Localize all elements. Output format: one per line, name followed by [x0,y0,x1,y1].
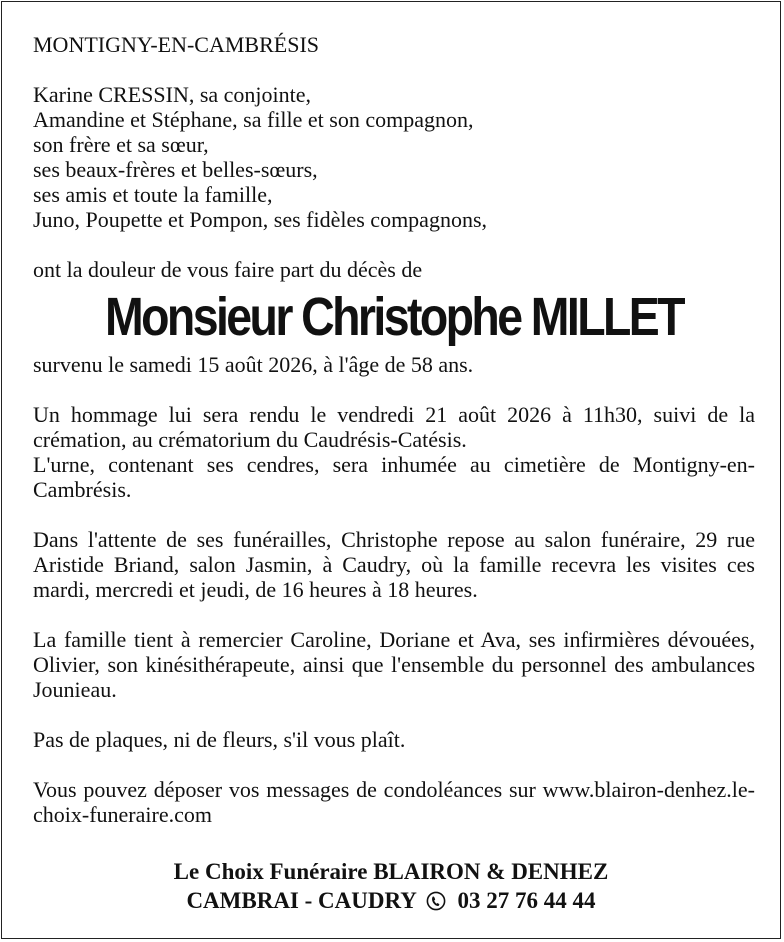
family-line: Juno, Poupette et Pompon, ses fidèles compagnons, [33,207,488,232]
announcement-text: ont la douleur de vous faire part du décès de [33,257,423,282]
family-line: son frère et sa sœur, [33,132,209,157]
company-name: Le Choix Funéraire BLAIRON & DENHEZ [173,859,609,884]
location-text: CAMBRAI - CAUDRY [186,888,417,913]
town-heading: MONTIGNY-EN-CAMBRÉSIS [33,32,320,57]
contact-line [2,886,780,915]
family-line: ses beaux-frères et belles-sœurs, [33,157,318,182]
family-line: ses amis et toute la famille, [33,182,273,207]
family-line: Karine CRESSIN, sa conjointe, [33,82,312,107]
no-flowers-text: Pas de plaques, ni de fleurs, s'il vous plaît. [33,727,406,752]
urn-paragraph: L'urne, contenant ses cendres, sera inhumée au cimetière de Montigny-en-Cambrésis. [33,452,755,502]
rest-paragraph: Dans l'attente de ses funérailles, Christophe repose au salon funéraire, 29 rue Aristide Briand, salon Jasmin, à Caudry, où la famille recevra les visites ces mardi, mercredi et jeudi, de 16 heures à 18 heures. [33,527,755,602]
notice-body [33,32,755,827]
phone-icon [426,891,446,911]
funeral-home-footer [2,857,780,915]
ceremony-paragraph: Un hommage lui sera rendu le vendredi 21 août 2026 à 11h30, suivi de la crémation, au crématorium du Caudrésis-Catésis. [33,402,755,452]
thanks-paragraph: La famille tient à remercier Caroline, Doriane et Ava, ses infirmières dévouées, Olivier, son kinésithérapeute, ainsi que l'ensemble du personnel des ambulances Jounieau. [33,627,755,702]
condolences-paragraph: Vous pouvez déposer vos messages de condoléances sur www.blairon-denhez.le-choix-funeraire.com [33,777,755,827]
deceased-name: Monsieur Christophe MILLET [105,287,683,347]
family-list [33,82,755,232]
phone-number: 03 27 76 44 44 [457,888,596,913]
obituary-notice [1,1,781,939]
family-line: Amandine et Stéphane, sa fille et son compagnon, [33,107,474,132]
death-info: survenu le samedi 15 août 2026, à l'âge de 58 ans. [33,352,474,377]
